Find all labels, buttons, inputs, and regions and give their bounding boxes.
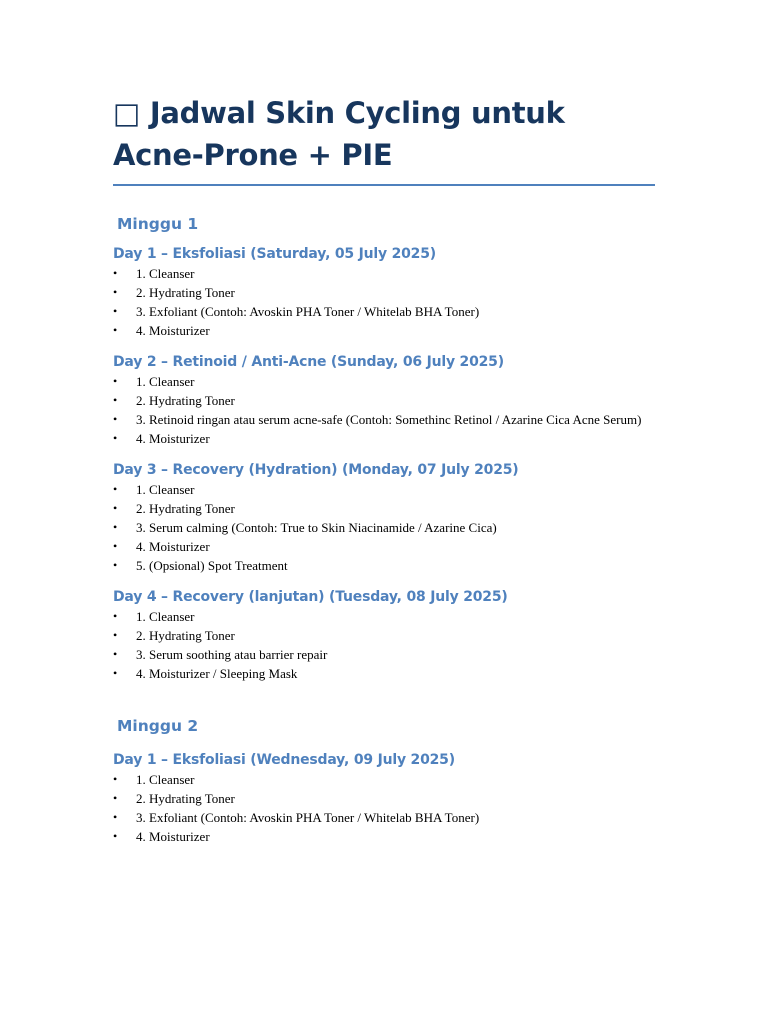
bullet-icon: • (113, 810, 118, 824)
step-text: 4. Moisturizer (136, 431, 210, 446)
list-item (113, 264, 655, 283)
step-text: 3. Exfoliant (Contoh: Avoskin PHA Toner / Whitelab BHA Toner) (136, 304, 480, 319)
step-text: 3. Retinoid ringan atau serum acne-safe (Contoh: Somethinc Retinol / Azarine Cica Acne Serum) (136, 412, 642, 427)
list-item (113, 827, 655, 846)
list-item (113, 499, 655, 518)
list-item (113, 645, 655, 664)
list-item (113, 789, 655, 808)
steps-list (113, 770, 655, 846)
list-item (113, 302, 655, 321)
day-heading: Day 1 – Eksfoliasi (Saturday, 05 July 2025) (113, 246, 436, 262)
step-text: 5. (Opsional) Spot Treatment (136, 558, 288, 573)
bullet-icon: • (113, 791, 118, 805)
bullet-icon: • (113, 501, 118, 515)
bullet-icon: • (113, 482, 118, 496)
list-item (113, 321, 655, 340)
list-item (113, 283, 655, 302)
step-text: 2. Hydrating Toner (136, 285, 235, 300)
list-item (113, 518, 655, 537)
list-item (113, 556, 655, 575)
step-text: 1. Cleanser (136, 772, 195, 787)
step-text: 4. Moisturizer (136, 829, 210, 844)
bullet-icon: • (113, 609, 118, 623)
list-item (113, 372, 655, 391)
list-item (113, 808, 655, 827)
list-item (113, 537, 655, 556)
bullet-icon: • (113, 374, 118, 388)
week-heading: Minggu 1 (117, 215, 199, 233)
step-text: 3. Serum soothing atau barrier repair (136, 647, 328, 662)
step-text: 1. Cleanser (136, 266, 195, 281)
list-item (113, 626, 655, 645)
step-text: 1. Cleanser (136, 609, 195, 624)
steps-list (113, 372, 655, 448)
bullet-icon: • (113, 412, 118, 426)
step-text: 4. Moisturizer (136, 539, 210, 554)
bullet-icon: • (113, 666, 118, 680)
step-text: 3. Exfoliant (Contoh: Avoskin PHA Toner / Whitelab BHA Toner) (136, 810, 480, 825)
week-heading: Minggu 2 (117, 717, 199, 735)
bullet-icon: • (113, 539, 118, 553)
step-text: 2. Hydrating Toner (136, 791, 235, 806)
bullet-icon: • (113, 431, 118, 445)
step-text: 2. Hydrating Toner (136, 628, 235, 643)
bullet-icon: • (113, 304, 118, 318)
day-heading: Day 2 – Retinoid / Anti-Acne (Sunday, 06 July 2025) (113, 354, 504, 370)
steps-list (113, 264, 655, 340)
bullet-icon: • (113, 393, 118, 407)
list-item (113, 607, 655, 626)
step-text: 1. Cleanser (136, 374, 195, 389)
step-text: 3. Serum calming (Contoh: True to Skin Niacinamide / Azarine Cica) (136, 520, 497, 535)
bullet-icon: • (113, 266, 118, 280)
bullet-icon: • (113, 285, 118, 299)
step-text: 1. Cleanser (136, 482, 195, 497)
day-heading: Day 1 – Eksfoliasi (Wednesday, 09 July 2025) (113, 752, 455, 768)
list-item (113, 480, 655, 499)
steps-list (113, 480, 655, 575)
step-text: 2. Hydrating Toner (136, 501, 235, 516)
step-text: 2. Hydrating Toner (136, 393, 235, 408)
list-item (113, 429, 655, 448)
document-page (113, 92, 655, 846)
list-item (113, 410, 655, 429)
document-title: □ Jadwal Skin Cycling untuk Acne-Prone + PIE (113, 92, 655, 186)
step-text: 4. Moisturizer (136, 323, 210, 338)
bullet-icon: • (113, 558, 118, 572)
bullet-icon: • (113, 323, 118, 337)
step-text: 4. Moisturizer / Sleeping Mask (136, 666, 298, 681)
steps-list (113, 607, 655, 683)
list-item (113, 391, 655, 410)
list-item (113, 664, 655, 683)
bullet-icon: • (113, 520, 118, 534)
day-heading: Day 4 – Recovery (lanjutan) (Tuesday, 08 July 2025) (113, 589, 508, 605)
bullet-icon: • (113, 628, 118, 642)
bullet-icon: • (113, 829, 118, 843)
day-heading: Day 3 – Recovery (Hydration) (Monday, 07 July 2025) (113, 462, 519, 478)
bullet-icon: • (113, 647, 118, 661)
list-item (113, 770, 655, 789)
bullet-icon: • (113, 772, 118, 786)
